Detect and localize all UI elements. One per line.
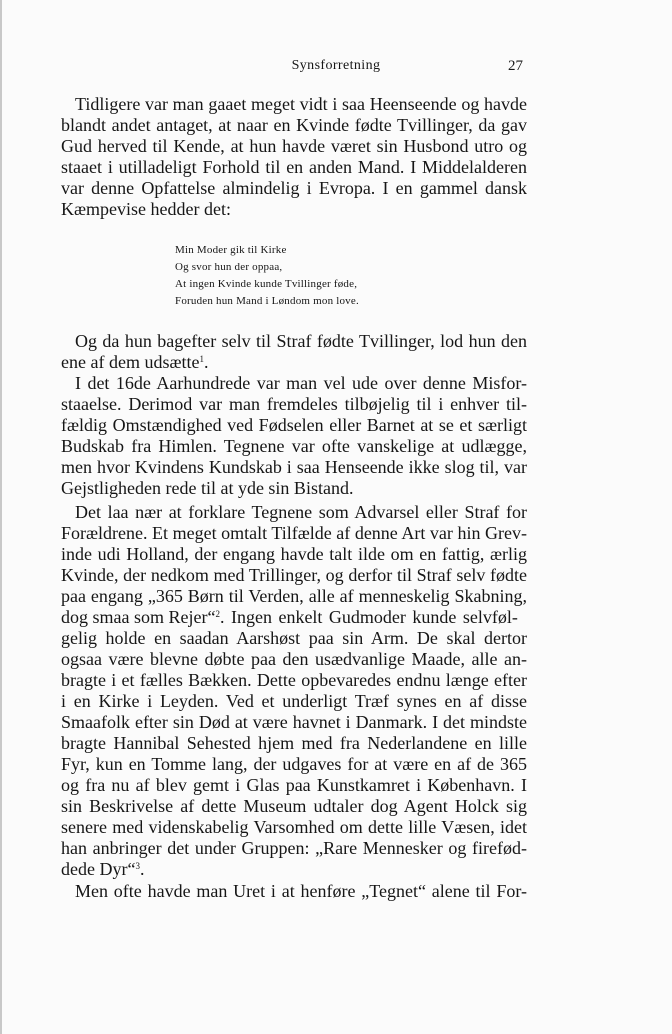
text-line: Gejstligheden rede til at yde sin Bistand. <box>61 478 354 498</box>
text-segment: . <box>203 352 209 372</box>
text-line: var denne Opfattelse almindelig i Evropa. I en gammel dansk <box>61 178 527 198</box>
text-line: Fyr, kun en Tomme lang, der udgaves for at være en af de 365 <box>61 754 527 774</box>
text-segment: dede Dyr“ <box>61 859 136 879</box>
text-segment: ene af dem udsætte <box>61 352 200 372</box>
text-line: Tidligere var man gaaet meget vidt i saa Heenseende og havde <box>75 94 527 114</box>
text-line: bragte Hannibal Sehested hjem med fra Nederlandene en lille <box>61 733 527 753</box>
text-line: Budskab fra Himlen. Tegnene var ofte vanskelige at udlægge, <box>61 436 527 456</box>
text-line: men hvor Kvindens Kundskab i saa Henseende ikke slog til, var <box>61 457 527 477</box>
footnote-mark: 3 <box>135 861 140 871</box>
text-line: Forældrene. Et meget omtalt Tilfælde af denne Art var hin Grev- <box>61 523 527 543</box>
text-line: blandt andet antaget, at naar en Kvinde fødte Tvillinger, da gav <box>61 115 527 135</box>
text-segment: . Ingen enkelt Gudmoder kunde selvføl- <box>219 607 518 627</box>
text-line: paa engang „365 Børn til Verden, alle af menneskelig Skabning, <box>61 586 527 606</box>
verse-line: At ingen Kvinde kunde Tvillinger føde, <box>175 278 358 290</box>
text-line: I det 16de Aarhundrede var man vel ude over denne Misfor- <box>75 373 527 393</box>
text-line: han anbringer det under Gruppen: „Rare Mennesker og firefød- <box>61 838 527 858</box>
text-line: bragte i et fælles Bækken. Dette opbevaredes endnu længe efter <box>61 670 527 690</box>
text-line <box>61 352 527 373</box>
verse-line: Og svor hun der oppaa, <box>175 261 283 273</box>
text-line: Gud herved til Kende, at hun havde været sin Husbond utro og <box>61 136 527 156</box>
text-segment: . <box>139 859 145 879</box>
text-line: Og da hun bagefter selv til Straf fødte Tvillinger, lod hun den <box>75 331 527 351</box>
page-number: 27 <box>508 58 523 74</box>
text-line: sin Beskrivelse af dette Museum udtaler dog Agent Holck sig <box>61 796 527 816</box>
text-line: Kvinde, der nedkom med Trillinger, og derfor til Straf selv fødte <box>61 565 527 585</box>
text-line <box>61 859 527 880</box>
text-line: senere med videnskabelig Varsomhed om dette lille Væsen, idet <box>61 817 527 837</box>
text-line: Det laa nær at forklare Tegnene som Advarsel eller Straf for <box>75 502 527 522</box>
running-header-title: Synsforretning <box>291 58 381 73</box>
scan-edge <box>0 0 2 1034</box>
text-line: ogsaa være blevne døbte paa den usædvanlige Maade, alle an- <box>61 649 527 669</box>
text-line: staaet i utilladeligt Forhold til en anden Mand. I Middelalderen <box>61 157 527 177</box>
text-line: inde udi Holland, der engang havde talt ilde om en fattig, ærlig <box>61 544 527 564</box>
text-segment: dog smaa som Rejer“ <box>61 607 216 627</box>
text-line: Smaafolk efter sin Død at være havnet i Danmark. I det mindste <box>61 712 527 732</box>
text-line: og fra nu af blev gemt i Glas paa Kunstkamret i København. I <box>61 775 527 795</box>
footnote-mark: 1 <box>199 354 204 364</box>
text-line: i en Kirke i Leyden. Ved et underligt Træf synes en af disse <box>61 691 527 711</box>
footnote-mark: 2 <box>215 609 220 619</box>
text-line: staaelse. Derimod var man fremdeles tilbøjelig til i enhver til- <box>61 394 527 414</box>
text-line: fældig Omstændighed ved Fødselen eller Barnet at se et særligt <box>61 415 527 435</box>
text-line: gelig holde en saadan Aarshøst paa sin Arm. De skal dertor <box>61 628 527 648</box>
verse-line: Min Moder gik til Kirke <box>175 244 287 256</box>
verse-line: Foruden hun Mand i Løndom mon love. <box>175 295 359 307</box>
text-line: Kæmpevise hedder det: <box>61 199 231 219</box>
text-line: Men ofte havde man Uret i at henføre „Tegnet“ alene til For- <box>75 881 527 901</box>
text-line <box>61 607 527 628</box>
